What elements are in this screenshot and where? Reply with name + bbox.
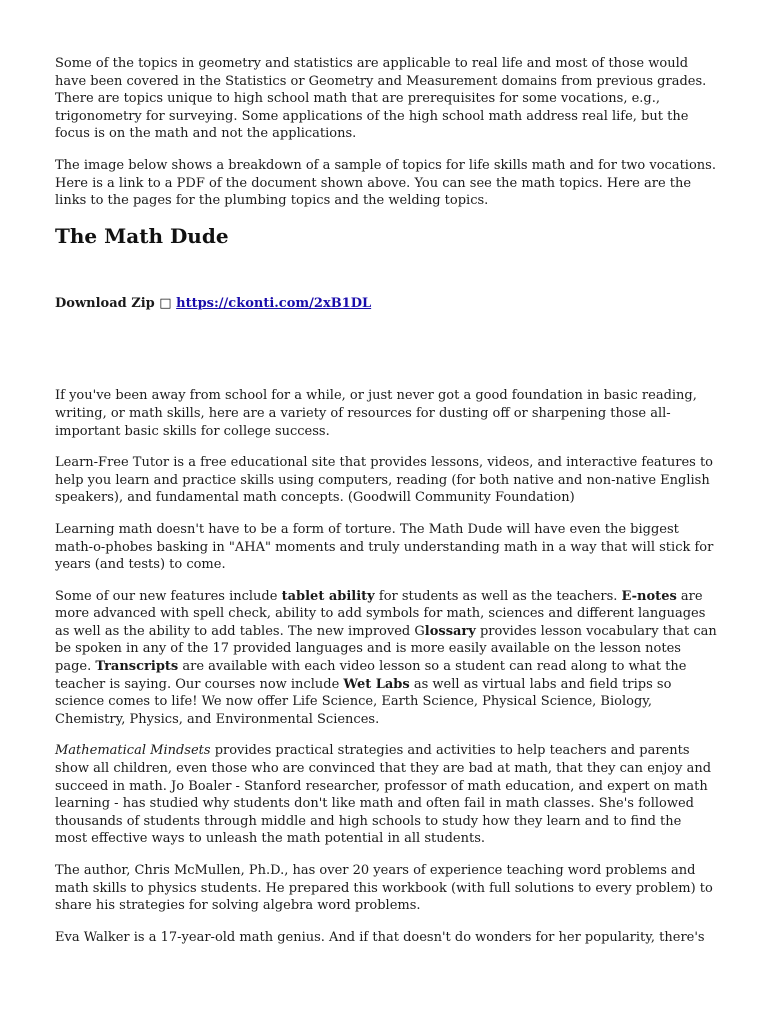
p4-text-6: as well as virtual labs and field trips so science comes to life! We now offer Life Science, Earth Science, Physical Science, Biology, Chemistry, Physics, and Environmental Sciences. [55,676,672,727]
intro-paragraph-1: Some of the topics in geometry and statistics are applicable to real life and most of those would have been covered in the Statistics or Geometry and Measurement domains from previous grades. There are topics unique to high school math that are prerequisites for some vocations, e.g., trigonometry for surveying. Some applications of the high school math address real life, but the focus is on the math and not the applications. [55,56,707,142]
download-link[interactable]: https://ckonti.com/2xB1DL [176,295,372,311]
p4-text-1: Some of our new features include [55,588,282,604]
download-glyph-icon: □ [159,295,172,311]
body-paragraph-3: Learning math doesn't have to be a form of torture. The Math Dude will have even the biggest math-o-phobes basking in "AHA" moments and truly understanding math in a way that will stick for years (and tests) to come. [55,521,714,573]
body-paragraph-4 [55,588,717,729]
download-line [55,295,717,313]
download-label: Download Zip [55,295,155,311]
p4-text-2: for students as well as the teachers. [374,588,622,604]
p4-bold-e-notes: E-notes [621,588,677,604]
p4-text-5: are available with each video lesson so a student can read along to what the teacher is saying. Our courses now include [55,659,687,692]
p4-text-3: are more advanced with spell check, ability to add symbols for math, sciences and different languages as well as the ability to add tables. The new improved G [55,588,706,639]
body-paragraph-2: Learn-Free Tutor is a free educational site that provides lessons, videos, and interactive features to help you learn and practice skills using computers, reading (for both native and non-native English speakers), and fundamental math concepts. (Goodwill Community Foundation) [55,455,713,506]
p4-bold-tablet-ability: tablet ability [281,588,375,604]
p5-text-1: provides practical strategies and activities to help teachers and parents show all children, even those who are convinced that they are bad at math, that they can enjoy and succeed in math. Jo Boaler - Stanford researcher, professor of math education, and expert on math learning - has studied why students don't like math and often fail in math classes. She's followed thousands of students through middle and high schools to study how they learn and to find the most effective ways to unleash the math potential in all students. [55,743,712,847]
page-title: The Math Dude [55,223,229,248]
spacer [55,312,717,387]
p5-italic-title: Mathematical Mindsets [55,743,211,759]
p4-text-4: provides lesson vocabulary that can be spoken in any of the 17 provided languages and is more easily available on the lesson notes page. [55,623,717,675]
intro-paragraph-2: The image below shows a breakdown of a sample of topics for life skills math and for two vocations. Here is a link to a PDF of the document shown above. You can see the math topics. Here are the links to the pages for the plumbing topics and the welding topics. [55,157,716,209]
document-page [55,55,717,960]
p4-bold-glossary: lossary [424,623,476,639]
p4-bold-wet-labs: Wet Labs [343,676,410,692]
body-paragraph-1: If you've been away from school for a while, or just never got a good foundation in basic reading, writing, or math skills, here are a variety of resources for dusting off or sharpening those all-important basic skills for college success. [55,388,697,439]
body-paragraph-6: The author, Chris McMullen, Ph.D., has over 20 years of experience teaching word problems and math skills to physics students. He prepared this workbook (with full solutions to every problem) to share his strategies for solving algebra word problems. [55,863,713,914]
body-paragraph-5 [55,742,717,848]
p4-bold-transcripts: Transcripts [95,659,179,675]
body-paragraph-7: Eva Walker is a 17-year-old math genius. And if that doesn't do wonders for her popularity, there's [55,929,705,945]
